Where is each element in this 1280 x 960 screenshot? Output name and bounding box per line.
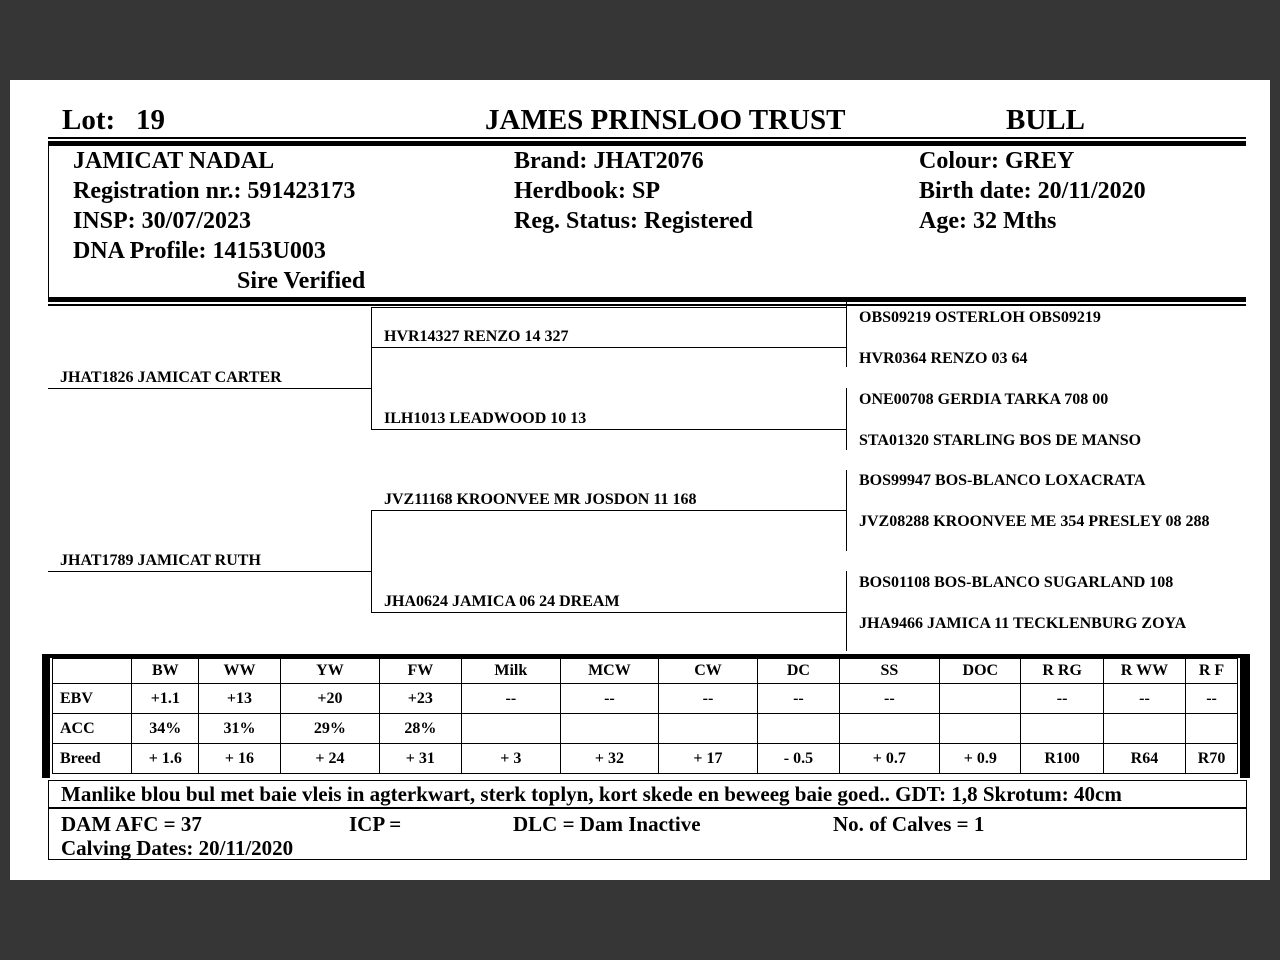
pedigree-great-grandparent: JHA9466 JAMICA 11 TECKLENBURG ZOYA	[859, 615, 1187, 632]
ebv-cell	[758, 714, 839, 744]
sire-verified: Sire Verified	[237, 268, 366, 294]
ebv-cell: + 17	[658, 744, 758, 774]
ebv-cell	[461, 714, 561, 744]
ebv-header-cell: DOC	[940, 659, 1021, 684]
ebv-cell: +13	[199, 684, 280, 714]
pedigree-bracket	[846, 388, 847, 450]
pedigree-dam-sire: JVZ11168 KROONVEE MR JOSDON 11 168	[384, 491, 697, 508]
ebv-cell	[658, 714, 758, 744]
pedigree-line	[371, 510, 846, 511]
ebv-cell: 29%	[280, 714, 380, 744]
animal-name: JAMICAT NADAL	[73, 148, 275, 174]
pedigree-great-grandparent: JVZ08288 KROONVEE ME 354 PRESLEY 08 288	[859, 513, 1210, 530]
ebv-header-cell	[53, 659, 132, 684]
ebv-cell: + 16	[199, 744, 280, 774]
colour: Colour: GREY	[919, 148, 1075, 174]
ebv-header-cell: DC	[758, 659, 839, 684]
dlc: DLC = Dam Inactive	[513, 812, 701, 836]
pedigree-bracket	[846, 571, 847, 651]
pedigree-line	[371, 612, 846, 613]
ebv-cell: --	[758, 684, 839, 714]
registration-status: Reg. Status: Registered	[514, 208, 753, 234]
ebv-table	[52, 658, 1238, 774]
ebv-cell: + 31	[380, 744, 461, 774]
ebv-header-cell: SS	[839, 659, 940, 684]
header-rule-thick	[48, 141, 1246, 146]
ebv-row-label: ACC	[53, 714, 132, 744]
ebv-cell: R64	[1103, 744, 1185, 774]
ebv-cell: 31%	[199, 714, 280, 744]
remarks: Manlike blou bul met baie vleis in agterkwart, sterk toplyn, kort skede en beweeg baie goed.. GDT: 1,8 Skrotum: 40cm	[48, 780, 1247, 808]
ebv-cell: +1.1	[132, 684, 199, 714]
ebv-cell: - 0.5	[758, 744, 839, 774]
ebv-cell: 34%	[132, 714, 199, 744]
ebv-cell	[839, 714, 940, 744]
brand: Brand: JHAT2076	[514, 148, 704, 174]
ebv-header-cell: FW	[380, 659, 461, 684]
ebv-right-bar	[1240, 654, 1250, 778]
pedigree-sire: JHAT1826 JAMICAT CARTER	[60, 369, 282, 386]
ebv-header-cell: R RG	[1021, 659, 1103, 684]
pedigree-bracket	[846, 300, 847, 367]
ebv-row	[53, 744, 1238, 774]
ebv-header-cell: R WW	[1103, 659, 1185, 684]
ebv-cell: + 1.6	[132, 744, 199, 774]
lot-card	[10, 80, 1270, 880]
lot-number: 19	[136, 104, 165, 136]
ebv-left-bar	[42, 654, 50, 778]
ebv-cell	[1103, 714, 1185, 744]
header-rule-thin	[48, 137, 1246, 139]
herdbook: Herdbook: SP	[514, 178, 661, 204]
ebv-header-cell: MCW	[561, 659, 659, 684]
animal-category: BULL	[1006, 104, 1085, 136]
ebv-cell: R70	[1186, 744, 1238, 774]
ebv-header-cell: BW	[132, 659, 199, 684]
ebv-cell: --	[561, 684, 659, 714]
ebv-cell: +20	[280, 684, 380, 714]
pedigree-great-grandparent: ONE00708 GERDIA TARKA 708 00	[859, 391, 1109, 408]
ebv-row	[53, 714, 1238, 744]
ebv-cell: + 0.7	[839, 744, 940, 774]
info-left-border	[48, 146, 49, 298]
ebv-cell: +23	[380, 684, 461, 714]
ebv-cell: 28%	[380, 714, 461, 744]
ebv-cell: + 32	[561, 744, 659, 774]
ebv-cell: --	[1021, 684, 1103, 714]
info-rule-thin	[48, 304, 1246, 306]
ebv-cell	[940, 714, 1021, 744]
ebv-cell: --	[1186, 684, 1238, 714]
birth-date: Birth date: 20/11/2020	[919, 178, 1146, 204]
pedigree-sire-sire: HVR14327 RENZO 14 327	[384, 328, 569, 345]
ebv-row-label: Breed	[53, 744, 132, 774]
seller-name: JAMES PRINSLOO TRUST	[485, 104, 846, 136]
pedigree-line	[371, 429, 846, 430]
pedigree-line	[371, 307, 846, 308]
pedigree-great-grandparent: OBS09219 OSTERLOH OBS09219	[859, 309, 1101, 326]
ebv-header-cell: R F	[1186, 659, 1238, 684]
ebv-cell: --	[461, 684, 561, 714]
ebv-header-cell: Milk	[461, 659, 561, 684]
dam-afc: DAM AFC = 37	[61, 812, 202, 836]
ebv-cell: + 24	[280, 744, 380, 774]
ebv-cell	[1021, 714, 1103, 744]
dam-footer	[48, 808, 1247, 860]
ebv-cell: + 0.9	[940, 744, 1021, 774]
pedigree-line	[371, 347, 846, 348]
pedigree-dam: JHAT1789 JAMICAT RUTH	[60, 552, 261, 569]
ebv-cell	[561, 714, 659, 744]
ebv-cell: + 3	[461, 744, 561, 774]
ebv-cell: --	[658, 684, 758, 714]
pedigree-great-grandparent: BOS01108 BOS-BLANCO SUGARLAND 108	[859, 574, 1174, 591]
pedigree-line	[48, 388, 371, 389]
lot-label: Lot:	[62, 104, 116, 136]
number-of-calves: No. of Calves = 1	[833, 812, 985, 836]
pedigree-bracket	[371, 307, 372, 429]
ebv-header-row	[53, 659, 1238, 684]
ebv-header-cell: CW	[658, 659, 758, 684]
inspection-date: INSP: 30/07/2023	[73, 208, 252, 234]
ebv-cell: --	[839, 684, 940, 714]
registration-number: Registration nr.: 591423173	[73, 178, 356, 204]
pedigree-dam-dam: JHA0624 JAMICA 06 24 DREAM	[384, 593, 620, 610]
ebv-cell	[940, 684, 1021, 714]
ebv-cell	[1186, 714, 1238, 744]
pedigree-bracket	[846, 470, 847, 551]
icp: ICP =	[349, 812, 402, 836]
pedigree-bracket	[371, 511, 372, 613]
pedigree-great-grandparent: BOS99947 BOS-BLANCO LOXACRATA	[859, 472, 1146, 489]
ebv-row-label: EBV	[53, 684, 132, 714]
dna-profile: DNA Profile: 14153U003	[73, 238, 326, 264]
ebv-row	[53, 684, 1238, 714]
calving-dates: Calving Dates: 20/11/2020	[61, 836, 294, 860]
pedigree-great-grandparent: HVR0364 RENZO 03 64	[859, 350, 1028, 367]
age: Age: 32 Mths	[919, 208, 1057, 234]
info-rule-thick	[48, 297, 1246, 302]
ebv-header-cell: WW	[199, 659, 280, 684]
ebv-header-cell: YW	[280, 659, 380, 684]
ebv-cell: --	[1103, 684, 1185, 714]
pedigree-great-grandparent: STA01320 STARLING BOS DE MANSO	[859, 432, 1142, 449]
ebv-cell: R100	[1021, 744, 1103, 774]
pedigree-sire-dam: ILH1013 LEADWOOD 10 13	[384, 410, 587, 427]
pedigree-line	[48, 571, 371, 572]
